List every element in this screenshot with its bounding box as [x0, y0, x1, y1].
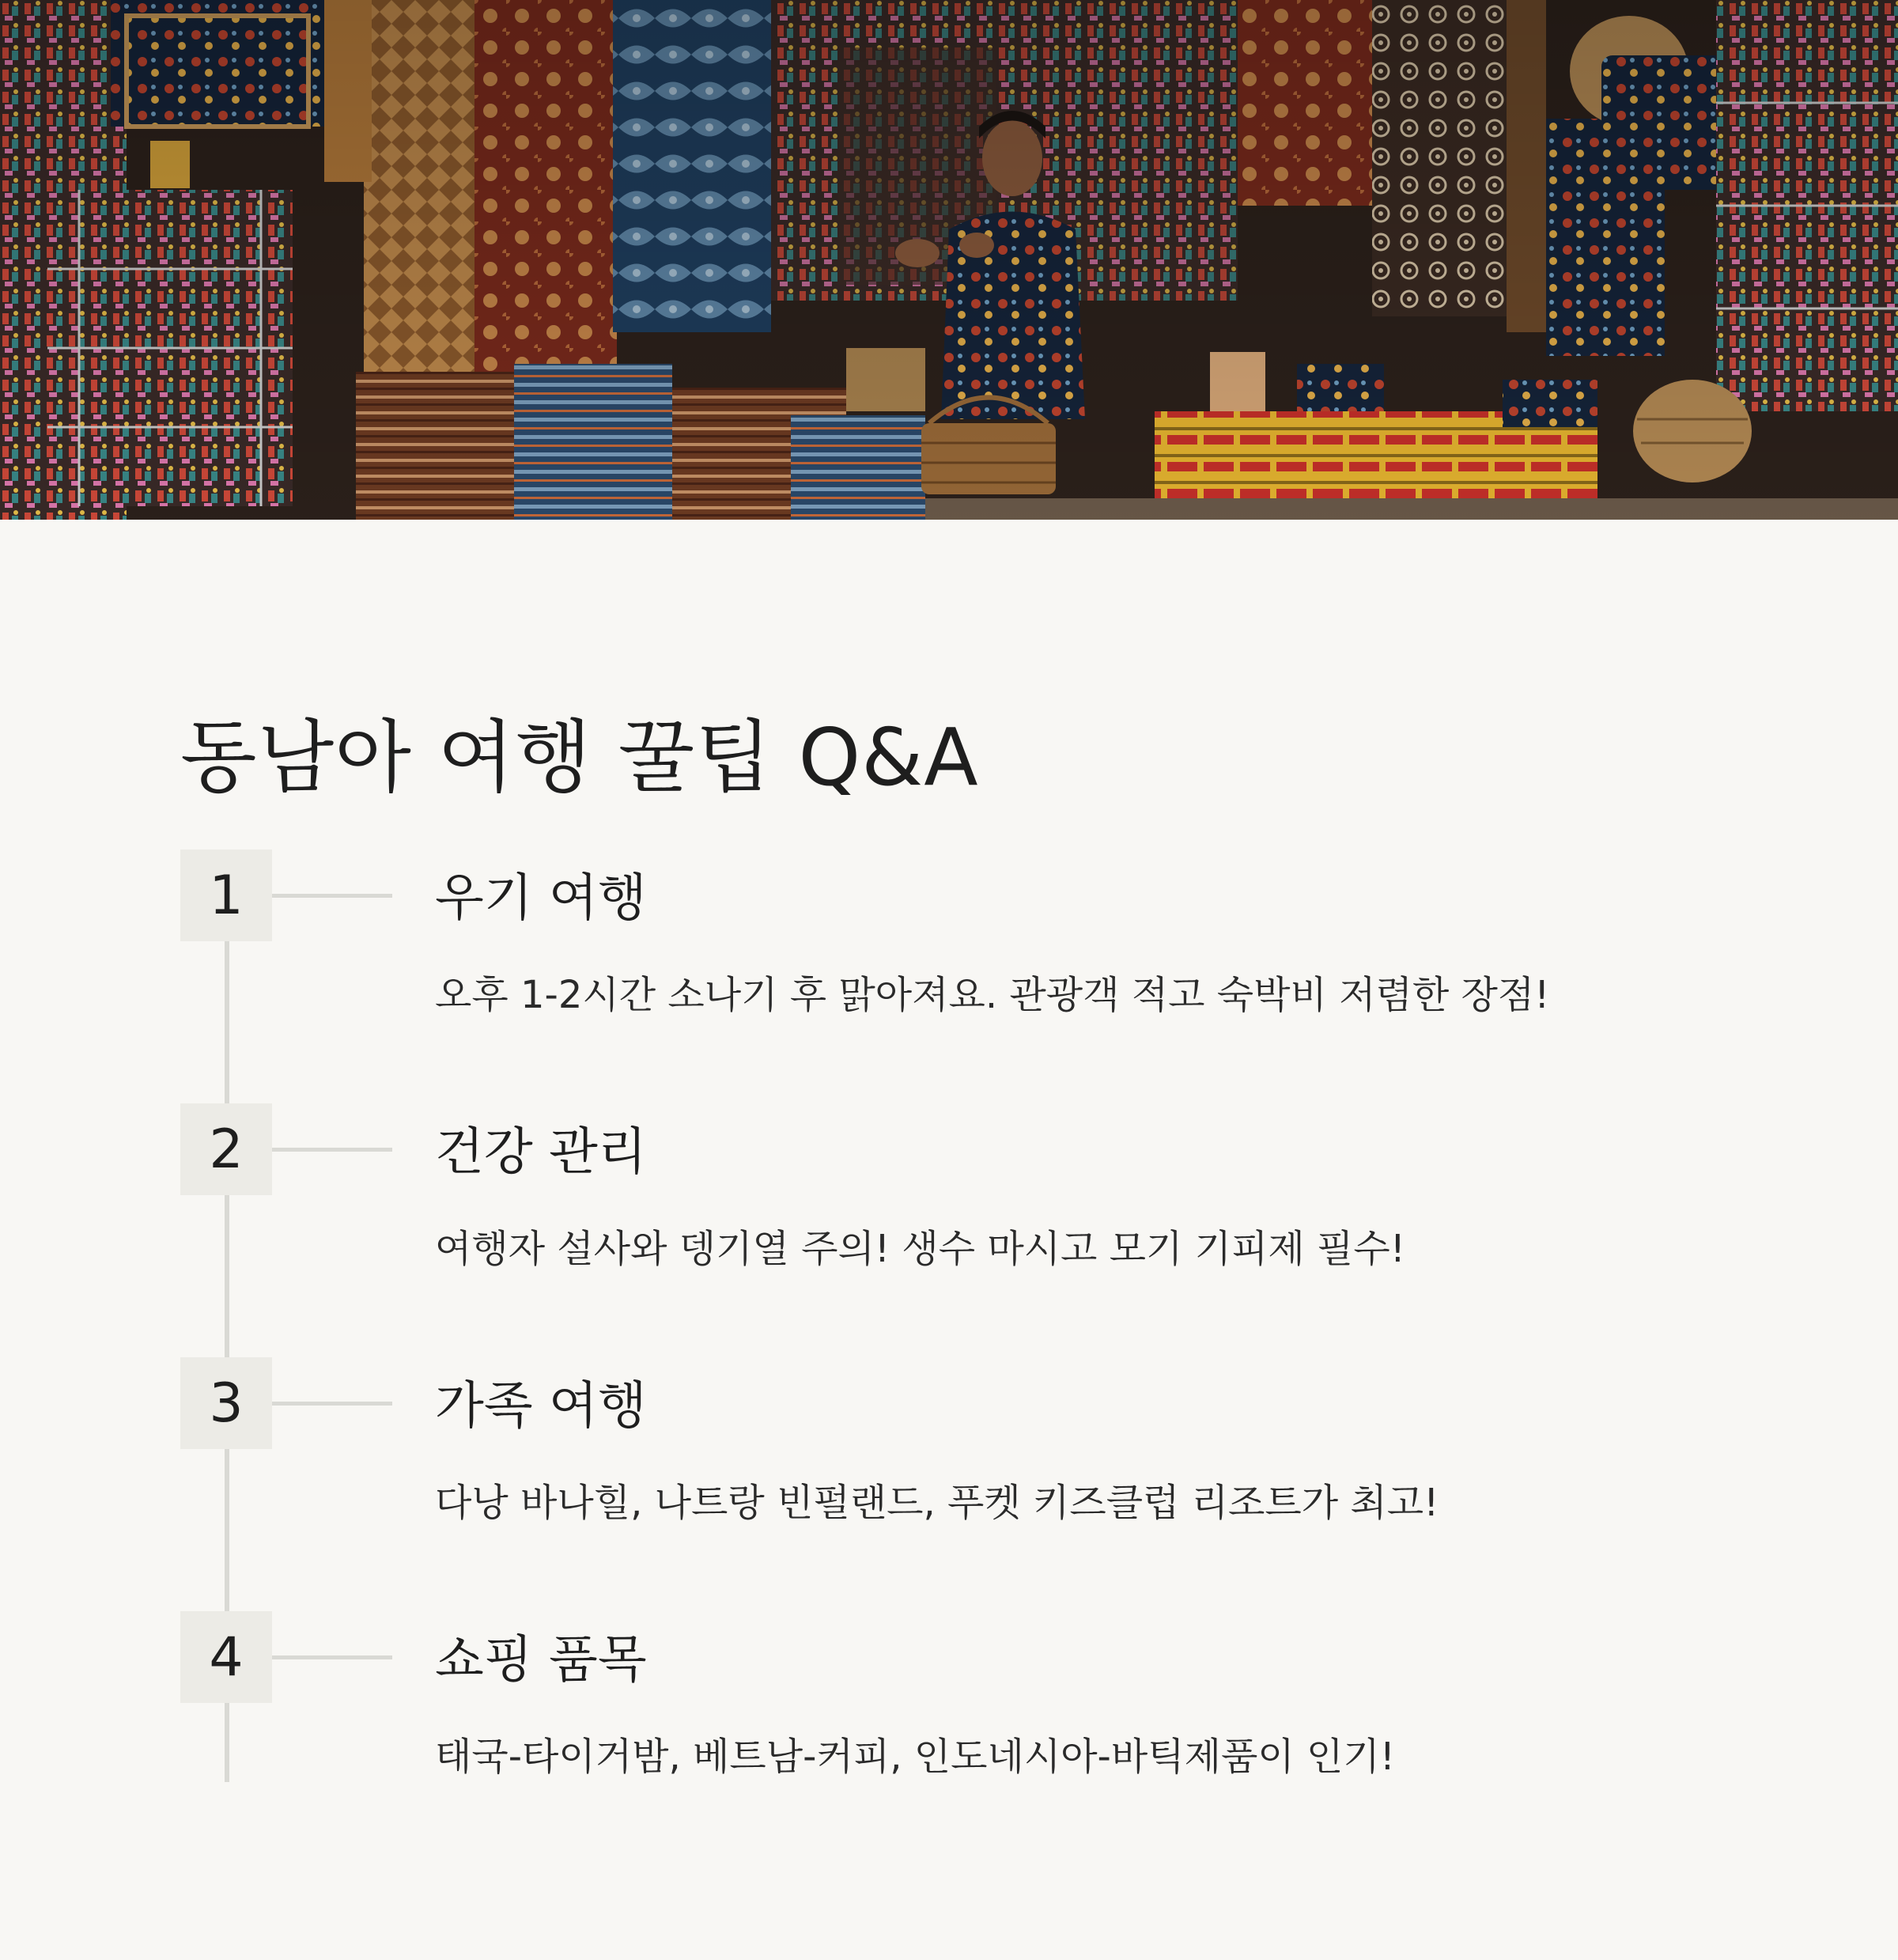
- qa-item-description: 태국-타이거밤, 베트남-커피, 인도네시아-바틱제품이 인기!: [435, 1735, 1395, 1779]
- timeline-connector: [272, 1655, 392, 1659]
- qa-item-title: 가족 여행: [435, 1377, 647, 1436]
- qa-section: [0, 520, 1898, 1960]
- qa-item-description: 오후 1-2시간 소나기 후 맑아져요. 관광객 적고 숙박비 저렴한 장점!: [435, 973, 1550, 1017]
- qa-item-title: 쇼핑 품목: [435, 1631, 647, 1689]
- qa-item-title: 우기 여행: [435, 869, 647, 928]
- timeline-connector: [272, 1148, 392, 1152]
- step-number-badge: 4: [180, 1611, 272, 1703]
- qa-item: [0, 1357, 1898, 1563]
- qa-item-description: 여행자 설사와 뎅기열 주의! 생수 마시고 모기 기피제 필수!: [435, 1227, 1406, 1271]
- market-stall-illustration: [0, 0, 1898, 520]
- qa-item: [0, 1611, 1898, 1817]
- hero-image: [0, 0, 1898, 520]
- page-title: 동남아 여행 꿀팁 Q&A: [180, 711, 979, 804]
- step-number-badge: 3: [180, 1357, 272, 1449]
- qa-item: [0, 1103, 1898, 1309]
- timeline-connector: [272, 894, 392, 898]
- qa-item-title: 건강 관리: [435, 1123, 647, 1182]
- step-number-badge: 2: [180, 1103, 272, 1195]
- step-number-badge: 1: [180, 849, 272, 941]
- qa-item: [0, 849, 1898, 1055]
- timeline-connector: [272, 1402, 392, 1406]
- qa-item-description: 다낭 바나힐, 나트랑 빈펄랜드, 푸켓 키즈클럽 리조트가 최고!: [435, 1481, 1439, 1525]
